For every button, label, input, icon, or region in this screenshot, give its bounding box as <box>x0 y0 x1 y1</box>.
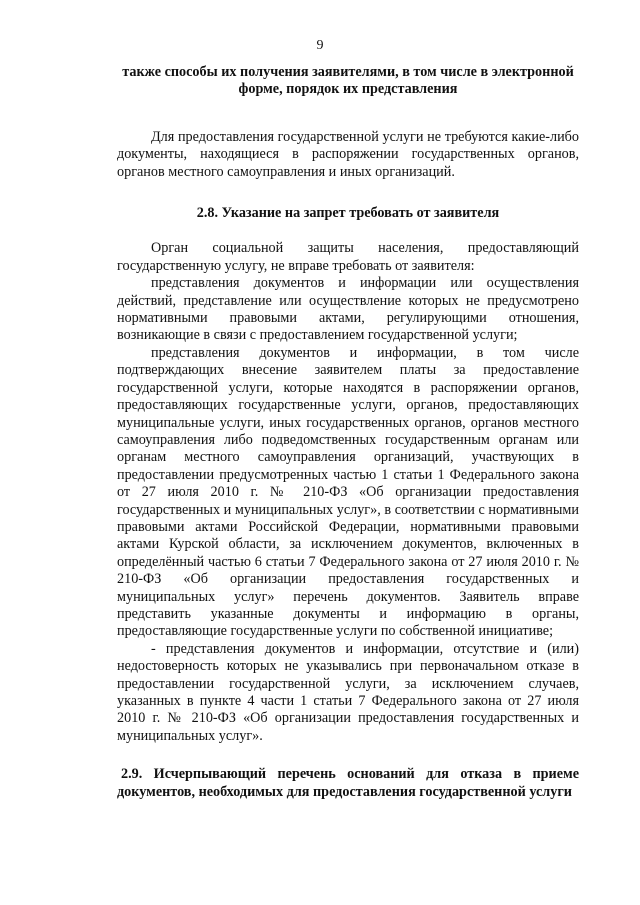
section-2-8-paragraph: представления документов и информации, в том числе подтверждающих внесение заявителем платы за предоставление государственной услуги, которые находятся в распоряжении органов, предоставляющих государственные услуги, органов, предоставляющих муниципальные услуги, иных государственных органов, органов местного самоуправления либо подведомственных государственным органам или органам местного самоуправления организаций, участвующих в предоставлении предусмотренных частью 1 статьи 1 Федерального закона от 27 июля 2010 г. № 210-ФЗ «Об организации предоставления государственных и муниципальных услуг», в соответствии с нормативными правовыми актами Российской Федерации, нормативными правовыми актами Курской области, за исключением документов, включенных в определённый частью 6 статьи 7 Федерального закона от 27 июля 2010 г. № 210-ФЗ «Об организации предоставления государственных и муниципальных услуг» перечень документов. Заявитель вправе представить указанные документы и информацию в органы, предоставляющие государственные услуги по собственной инициативе; <box>117 344 579 640</box>
section-2-8-paragraph: Орган социальной защиты населения, предоставляющий государственную услугу, не вправе требовать от заявителя: <box>117 240 579 274</box>
document-body <box>117 64 579 801</box>
page-number: 9 <box>316 38 324 53</box>
section-2-8-title: 2.8. Указание на запрет требовать от заявителя <box>196 205 500 222</box>
section-heading-continuation: также способы их получения заявителями, в том числе в электронной форме, порядок их представления <box>122 64 574 98</box>
section-2-9-title: 2.9. Исчерпывающий перечень оснований для отказа в приеме документов, необходимых для предоставления государственной услуги <box>117 766 579 800</box>
section-2-8-paragraph: представления документов и информации или осуществления действий, представление или осуществление которых не предусмотрено нормативными правовыми актами, регулирующими отношения, возникающие в связи с предоставлением государственной услуги; <box>117 275 579 344</box>
section-2-8-paragraph: - представления документов и информации, отсутствие и (или) недостоверность которых не указывались при первоначальном отказе в предоставлении государственной услуги, за исключением случаев, указанных в пункте 4 части 1 статьи 7 Федерального закона от 27 июля 2010 г. № 210-ФЗ «Об организации предоставления государственных и муниципальных услуг». <box>117 640 579 744</box>
intro-paragraph: Для предоставления государственной услуги не требуются какие-либо документы, находящиеся в распоряжении государственных органов, органов местного самоуправления и иных организаций. <box>117 128 579 180</box>
